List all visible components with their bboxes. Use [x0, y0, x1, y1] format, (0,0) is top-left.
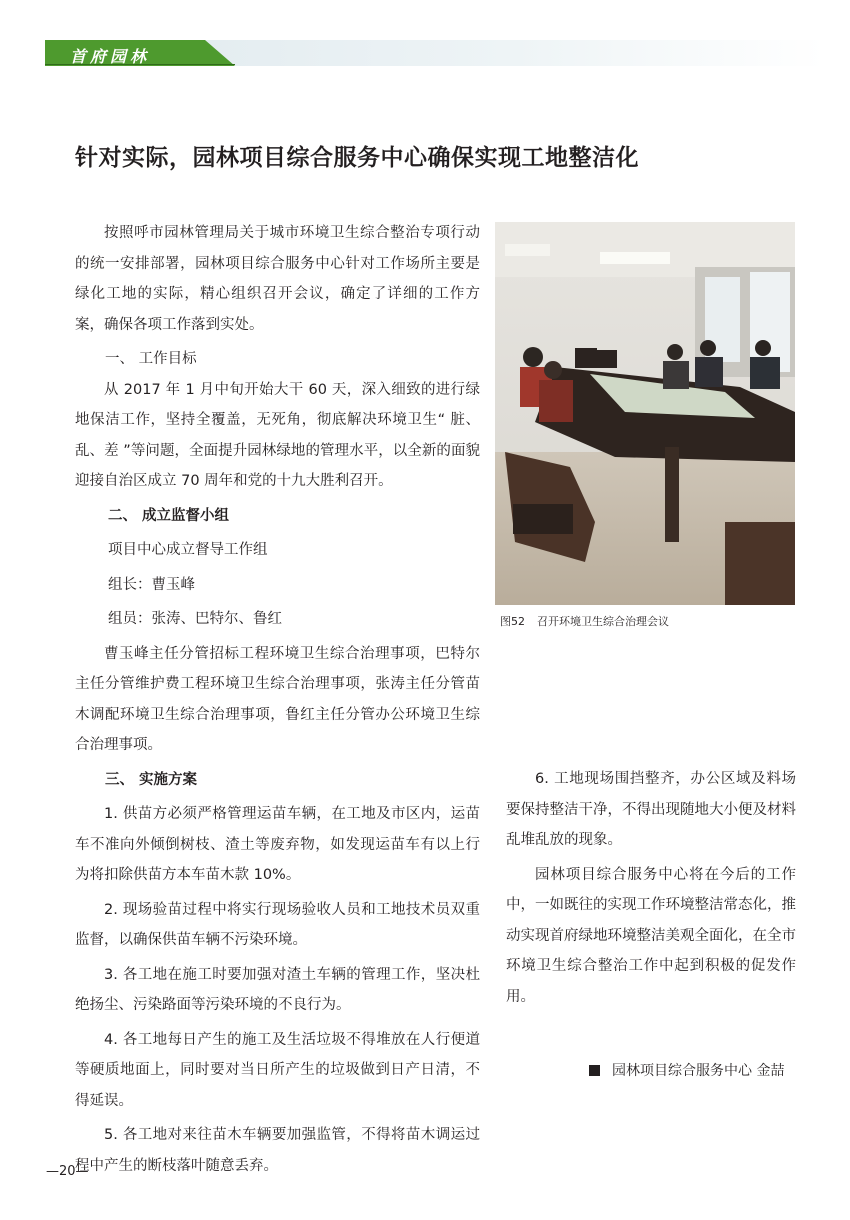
right-column [506, 764, 796, 1012]
section3-item-2: 2. 现场验苗过程中将实行现场验收人员和工地技术员双重监督，以确保供苗车辆不污染环境。 [75, 901, 480, 948]
section2-line1: 项目中心成立督导工作组 [108, 542, 268, 558]
section3-item-5: 5. 各工地对来往苗木车辆要加强监管，不得将苗木调运过程中产生的断枝落叶随意丢弃。 [75, 1127, 480, 1174]
section1-heading: 一、 工作目标 [105, 351, 197, 367]
section3-item-1: 1. 供苗方必须严格管理运苗车辆，在工地及市区内，运苗车不准向外倾倒树枝、渣土等废弃物，如发现运苗车有以上行为将扣除供苗方本车苗木款 10%。 [75, 806, 480, 883]
section2-line3: 组员：张涛、巴特尔、鲁红 [108, 611, 282, 627]
figure-caption-text: 召开环境卫生综合治理会议 [537, 615, 669, 628]
meeting-photo-illustration [495, 222, 795, 605]
square-bullet-icon [589, 1065, 600, 1076]
author-line [589, 1060, 784, 1080]
figure-number: 图52 [500, 615, 525, 628]
closing-paragraph: 园林项目综合服务中心将在今后的工作中，一如既往的实现工作环境整洁常态化，推动实现首府绿地环境整洁美观全面化，在全市环境卫生综合整治工作中起到积极的促发作用。 [506, 866, 796, 1005]
section3-heading: 三、 实施方案 [105, 771, 198, 788]
section2-line2: 组长：曹玉峰 [108, 576, 195, 593]
article-title: 针对实际，园林项目综合服务中心确保实现工地整洁化 [75, 145, 639, 171]
section2-heading: 二、 成立监督小组 [108, 507, 230, 524]
section3-item-3: 3. 各工地在施工时要加强对渣土车辆的管理工作，坚决杜绝扬尘、污染路面等污染环境的不良行为。 [75, 966, 480, 1013]
section2-body: 曹玉峰主任分管招标工程环境卫生综合治理事项，巴特尔主任分管维护费工程环境卫生综合治理事项，张涛主任分管苗木调配环境卫生综合治理事项，鲁红主任分管办公环境卫生综合治理事项。 [75, 645, 480, 753]
page-number: —20— [46, 1164, 89, 1179]
figure-caption [500, 613, 669, 629]
section3-item-6: 6. 工地现场围挡整齐，办公区域及料场要保持整洁干净，不得出现随地大小便及材料乱堆乱放的现象。 [506, 771, 796, 848]
left-column [75, 218, 480, 1181]
author-text: 园林项目综合服务中心 金喆 [612, 1063, 785, 1079]
section3-item-4: 4. 各工地每日产生的施工及生活垃圾不得堆放在人行便道等硬质地面上，同时要对当日所产生的垃圾做到日产日清，不得延误。 [75, 1031, 480, 1109]
intro-paragraph: 按照呼市园林管理局关于城市环境卫生综合整治专项行动的统一安排部署，园林项目综合服务中心针对工作场所主要是绿化工地的实际，精心组织召开会议，确定了详细的工作方案，确保各项工作落到实处。 [75, 225, 480, 333]
section-label: 首府园林 [70, 47, 151, 66]
meeting-photo [495, 222, 795, 605]
section1-body: 从 2017 年 1 月中旬开始大干 60 天，深入细致的进行绿地保洁工作，坚持全覆盖，无死角，彻底解决环境卫生“ 脏、乱、差 ”等问题，全面提升园林绿地的管理水平，以全新的面貌迎接自治区成立 70 周年和党的十九大胜利召开。 [75, 381, 480, 489]
